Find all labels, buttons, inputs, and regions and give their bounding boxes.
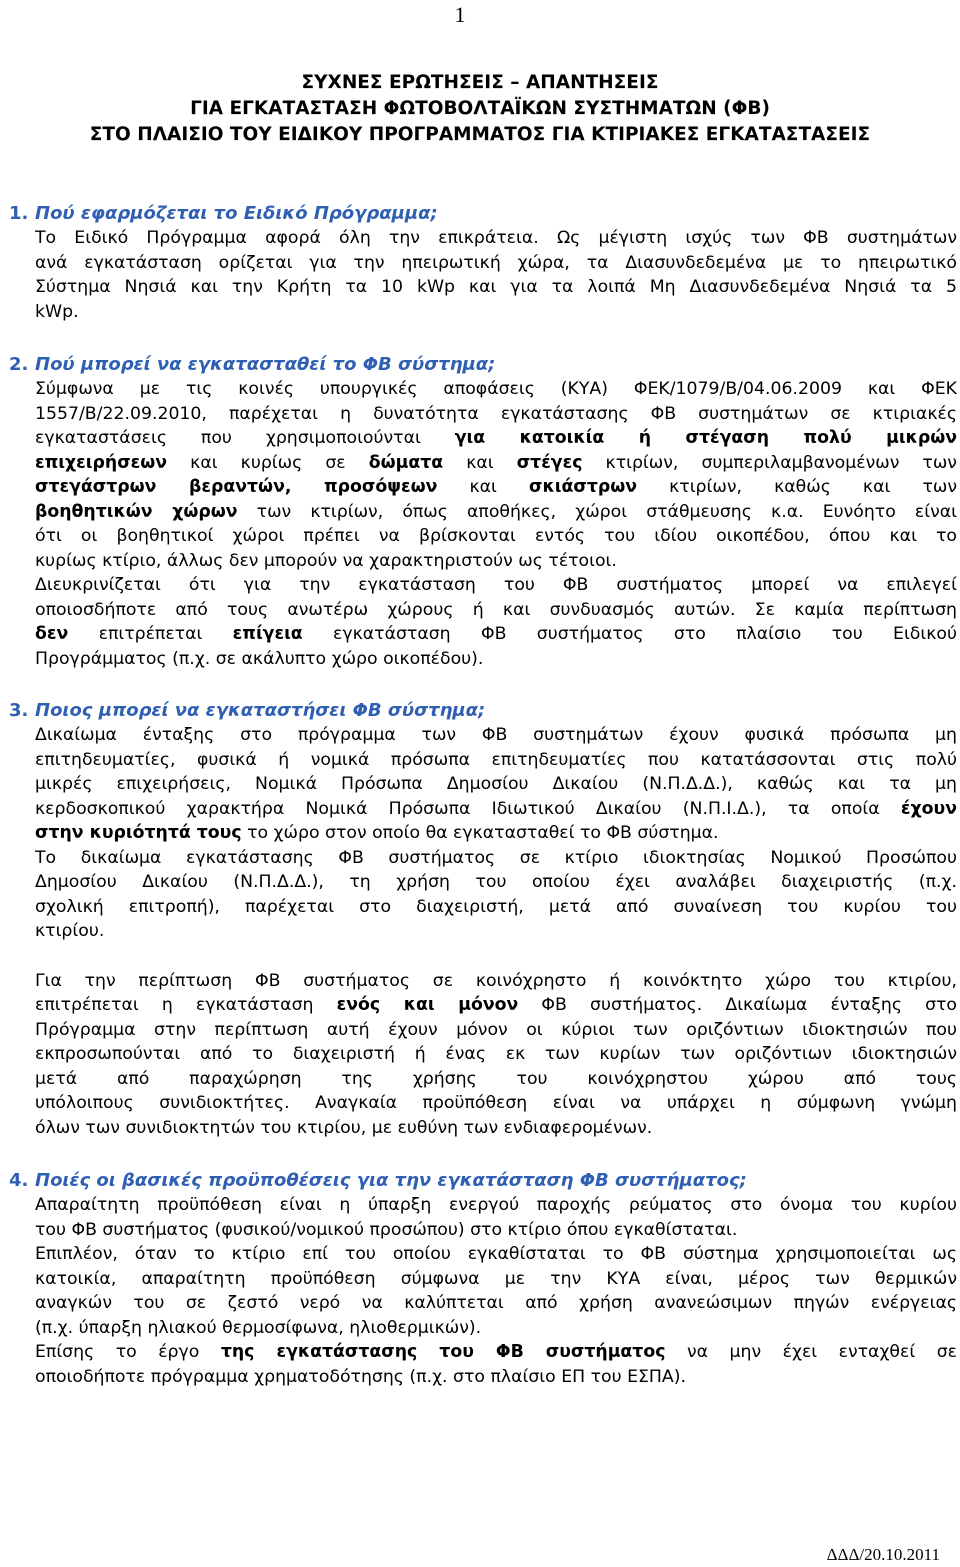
paragraph-line: Επίσης το έργο της εγκατάστασης του ΦΒ συστήματος να μην έχει ενταχθεί σε — [35, 1342, 957, 1362]
paragraph-line: kWp. — [35, 301, 79, 322]
paragraph-line: εγκαταστάσεις που χρησιμοποιούνται για κατοικία ή στέγαση πολύ μικρών — [35, 428, 957, 448]
paragraph-line: αναγκών του σε ζεστό νερό να καλύπτεται από χρήση ανανεώσιμων πηγών ενέργειας — [35, 1293, 957, 1313]
paragraph-line: οποιοδήποτε πρόγραμμα χρηματοδότησης (π.χ. στο πλαίσιο ΕΠ του ΕΣΠΑ). — [35, 1366, 686, 1387]
paragraph-line: στεγάστρων βεραντών, προσόψεων και σκιάστρων κτιρίων, καθώς και των — [35, 477, 957, 497]
section-heading: 4. Ποιές οι βασικές προϋποθέσεις για την εγκατάσταση ΦΒ συστήματος; — [9, 1170, 747, 1191]
paragraph-line: Για την περίπτωση ΦΒ συστήματος σε κοινόχρηστο ή κοινόκτητο χώρο του κτιρίου, — [35, 970, 957, 991]
paragraph-line: μικρές επιχειρήσεις, Νομικά Πρόσωπα Δημοσίου Δικαίου (Ν.Π.Δ.Δ.), καθώς και τα μη — [35, 774, 957, 794]
paragraph-line: Πρόγραμμα στην περίπτωση αυτή έχουν μόνον οι κύριοι των οριζόντιων ιδιοκτησιών που — [35, 1019, 957, 1040]
section-4 — [9, 1168, 957, 1389]
paragraph-line: δεν επιτρέπεται επίγεια εγκατάσταση ΦΒ συστήματος στο πλαίσιο του Ειδικού — [35, 624, 957, 644]
title-line: ΣΥΧΝΕΣ ΕΡΩΤΗΣΕΙΣ – ΑΠΑΝΤΗΣΕΙΣ — [301, 72, 659, 93]
section-heading: 1. Πού εφαρμόζεται το Ειδικό Πρόγραμμα; — [9, 203, 438, 224]
paragraph-line: επιτηδευματίες, φυσικά ή νομικά πρόσωπα επιτηδευματίες που κατατάσσονται στις πολύ — [35, 749, 957, 770]
paragraph-line: Σύμφωνα με τις κοινές υπουργικές αποφάσεις (ΚΥΑ) ΦΕΚ/1079/Β/04.06.2009 και ΦΕΚ — [35, 379, 957, 399]
document-title — [0, 70, 960, 148]
paragraph-line: Το Ειδικό Πρόγραμμα αφορά όλη την επικράτεια. Ως μέγιστη ισχύς των ΦΒ συστημάτων — [35, 228, 957, 248]
paragraph-line: 1557/Β/22.09.2010, παρέχεται η δυνατότητα εγκατάστασης ΦΒ συστημάτων σε κτιριακές — [35, 403, 957, 424]
paragraph-line: στην κυριότητά τους το χώρο στον οποίο θα εγκατασταθεί το ΦΒ σύστημα. — [35, 823, 719, 843]
page-number: 1 — [454, 2, 466, 27]
title-line: ΓΙΑ ΕΓΚΑΤΑΣΤΑΣΗ ΦΩΤΟΒΟΛΤΑΪΚΩΝ ΣΥΣΤΗΜΑΤΩΝ (ΦΒ) — [190, 98, 770, 119]
paragraph-line: Το δικαίωμα εγκατάστασης ΦΒ συστήματος σε κτίριο ιδιοκτησίας Νομικού Προσώπου — [35, 847, 957, 868]
paragraph-line: Δημοσίου Δικαίου (Ν.Π.Δ.Δ.), τη χρήση του οποίου έχει αναλάβει διαχειριστής (π.χ. — [35, 872, 957, 892]
paragraph-line: επιχειρήσεων και κυρίως σε δώματα και στέγες κτιρίων, συμπεριλαμβανομένων των — [35, 452, 957, 473]
paragraph-line: ότι οι βοηθητικοί χώροι πρέπει να βρίσκονται εντός του ιδίου οικοπέδου, όπου και το — [35, 526, 957, 546]
section-3 — [9, 698, 957, 1140]
paragraph-line: του ΦΒ συστήματος (φυσικού/νομικού προσώπου) στο κτίριο όπου εγκαθίσταται. — [35, 1219, 738, 1240]
paragraph-line: Προγράμματος (π.χ. σε ακάλυπτο χώρο οικοπέδου). — [35, 648, 484, 669]
paragraph-line: βοηθητικών χώρων των κτιρίων, όπως αποθήκες, χώροι στάθμευσης κ.α. Ευνόητο είναι — [35, 501, 957, 522]
paragraph-line: σχολική επιτροπή), παρέχεται στο διαχειριστή, μετά από συναίνεση του κυρίου του — [35, 896, 957, 917]
paragraph-line: μετά από παραχώρηση της χρήσης του κοινόχρηστου χώρου από τους — [35, 1068, 957, 1089]
paragraph-line: ανά εγκατάσταση ορίζεται για την ηπειρωτική χώρα, τα Διασυνδεδεμένα με το ηπειρωτικό — [35, 252, 957, 273]
paragraph-line: Δικαίωμα ένταξης στο πρόγραμμα των ΦΒ συστημάτων έχουν φυσικά πρόσωπα μη — [35, 725, 957, 745]
footer-reference: ΔΔΔ/20.10.2011 — [826, 1545, 940, 1564]
paragraph-line: (π.χ. ύπαρξη ηλιακού θερμοσίφωνα, ηλιοθερμικών). — [35, 1317, 482, 1338]
paragraph-line: Απαραίτητη προϋπόθεση είναι η ύπαρξη ενεργού παροχής ρεύματος στο όνομα του κυρίου — [35, 1195, 957, 1215]
title-line: ΣΤΟ ΠΛΑΙΣΙΟ ΤΟΥ ΕΙΔΙΚΟΥ ΠΡΟΓΡΑΜΜΑΤΟΣ ΓΙΑ ΚΤΙΡΙΑΚΕΣ ΕΓΚΑΤΑΣΤΑΣΕΙΣ — [89, 124, 871, 145]
paragraph-line: κατοικία, απαραίτητη προϋπόθεση σύμφωνα με την ΚΥΑ είναι, μέρος των θερμικών — [35, 1268, 957, 1289]
paragraph-line: Σύστημα Νησιά και την Κρήτη τα 10 kWp και για τα λοιπά Μη Διασυνδεδεμένα Νησιά τα 5 — [35, 277, 957, 297]
section-heading: 3. Ποιος μπορεί να εγκαταστήσει ΦΒ σύστημα; — [9, 700, 486, 721]
section-heading: 2. Πού μπορεί να εγκατασταθεί το ΦΒ σύστημα; — [9, 354, 496, 375]
paragraph-line: Επιπλέον, όταν το κτίριο επί του οποίου εγκαθίσταται το ΦΒ σύστημα χρησιμοποιείται ως — [35, 1244, 957, 1264]
paragraph-line: κερδοσκοπικού χαρακτήρα Νομικά Πρόσωπα Ιδιωτικού Δικαίου (Ν.Π.Ι.Δ.), τα οποία έχουν — [35, 798, 957, 819]
section-2 — [9, 352, 957, 671]
paragraph-line: κτιρίου. — [35, 921, 105, 941]
paragraph-line: εκπροσωπούνται από το διαχειριστή ή ένας εκ των κυρίων των οριζόντιων ιδιοκτησιών — [35, 1044, 957, 1064]
paragraph-line: κυρίως κτίριο, άλλως δεν μπορούν να χαρακτηριστούν ως τέτοιοι. — [35, 550, 617, 571]
paragraph-line: όλων των συνιδιοκτητών του κτιρίου, με ευθύνη των ενδιαφερομένων. — [35, 1117, 653, 1138]
section-1 — [9, 201, 957, 324]
paragraph-line: οποιοσδήποτε από τους ανωτέρω χώρους ή και συνδυασμός αυτών. Σε καμία περίπτωση — [35, 599, 957, 620]
paragraph-line: επιτρέπεται η εγκατάσταση ενός και μόνον ΦΒ συστήματος. Δικαίωμα ένταξης στο — [35, 995, 957, 1015]
paragraph-line: υπόλοιπους συνιδιοκτήτες. Αναγκαία προϋπόθεση είναι να υπάρχει η σύμφωνη γνώμη — [35, 1093, 957, 1113]
paragraph-line: Διευκρινίζεται ότι για την εγκατάσταση του ΦΒ συστήματος μπορεί να επιλεγεί — [35, 575, 957, 595]
